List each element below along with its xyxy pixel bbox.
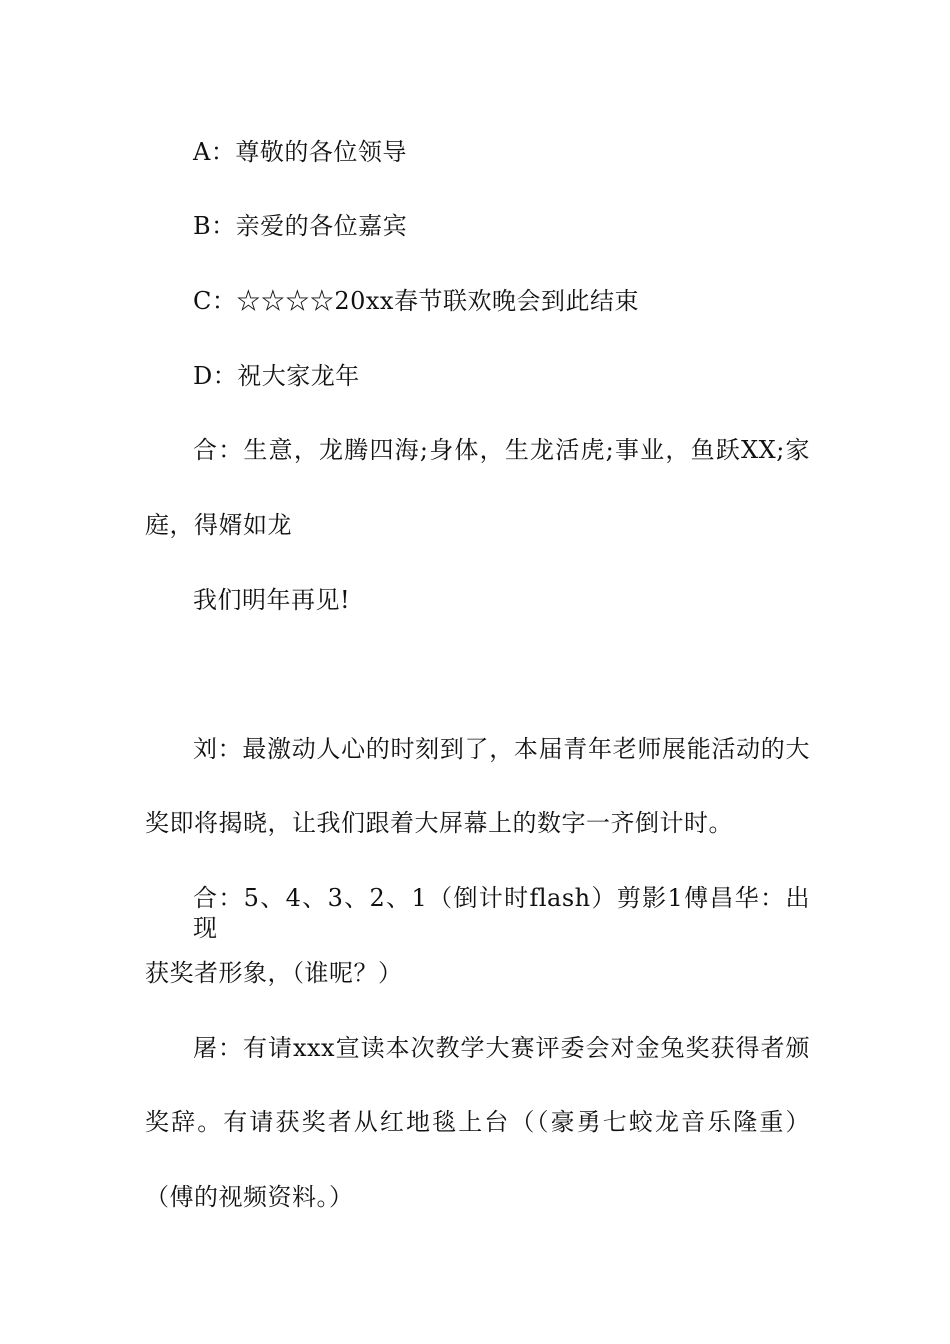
- line-b: B：亲爱的各位嘉宾: [193, 212, 408, 240]
- countdown-paragraph-line-2: 获奖者形象，（谁呢？）: [145, 959, 403, 987]
- line-d: D：祝大家龙年: [193, 362, 360, 390]
- liu-paragraph-line-2: 奖即将揭晓，让我们跟着大屏幕上的数字一齐倒计时。: [145, 809, 733, 837]
- countdown-paragraph-line-1: 合：5、4、3、2、1（倒计时flash）剪影1傅昌华：出现: [193, 884, 810, 942]
- closing-line: 我们明年再见!: [193, 586, 351, 614]
- he-paragraph-line-1: 合：生意，龙腾四海;身体，生龙活虎;事业，鱼跃XX;家: [193, 436, 810, 464]
- he-paragraph-line-2: 庭，得婿如龙: [145, 511, 292, 539]
- ju-paragraph-line-3: （傅的视频资料。）: [145, 1183, 354, 1211]
- line-a: A：尊敬的各位领导: [193, 138, 407, 166]
- line-c: C：☆☆☆☆20xx春节联欢晚会到此结束: [193, 287, 639, 315]
- ju-paragraph-line-2: 奖辞。有请获奖者从红地毯上台（（豪勇七蛟龙音乐隆重）: [145, 1108, 810, 1136]
- ju-paragraph-line-1: 屠：有请xxx宣读本次教学大赛评委会对金兔奖获得者颁: [193, 1034, 810, 1062]
- liu-paragraph-line-1: 刘：最激动人心的时刻到了，本届青年老师展能活动的大: [193, 735, 810, 763]
